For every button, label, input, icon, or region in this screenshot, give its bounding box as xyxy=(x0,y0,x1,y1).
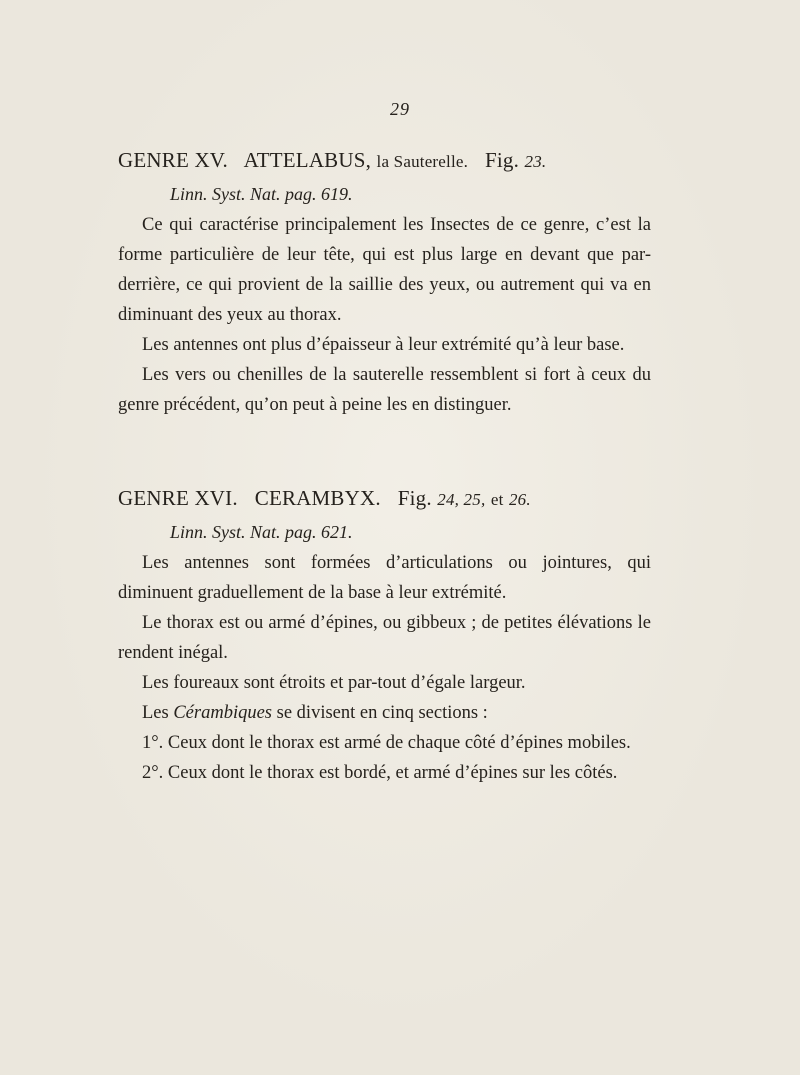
section-item: 1°. Ceux dont le thorax est armé de chaque côté d’épines mobiles. xyxy=(142,733,631,753)
figure-numbers: 24, 25, xyxy=(437,490,486,509)
genre-heading xyxy=(118,482,651,516)
figure-numbers: 23. xyxy=(524,152,547,171)
figure-conjunction: et xyxy=(490,490,504,509)
figure-number-last: 26. xyxy=(508,490,531,509)
linnaeus-reference xyxy=(118,178,651,210)
paragraph: Les foureaux sont étroits et par-tout d’égale largeur. xyxy=(142,673,526,693)
genre-name: CERAMBYX. xyxy=(254,486,381,510)
genre-section-xv xyxy=(118,144,651,420)
reference-text: Linn. Syst. Nat. pag. xyxy=(170,522,317,542)
common-name: la Sauterelle. xyxy=(376,152,469,171)
genre-section-xvi xyxy=(118,482,651,788)
paragraph: Les antennes ont plus d’épaisseur à leur extrémité qu’à leur base. xyxy=(142,335,625,355)
genre-label: GENRE XV. xyxy=(118,148,228,172)
cerambiques-term: Cérambiques xyxy=(173,703,273,723)
reference-page: 621. xyxy=(321,522,353,542)
paragraph: Ce qui caractérise principalement les Insectes de ce genre, c’est la forme particulière de leur tête, qui est plus large en devant que par-derrière, ce qui provient de la saillie des yeux, ou autrement qui va en diminuant des yeux au thorax. xyxy=(118,215,651,325)
intro-prefix: Les xyxy=(142,703,169,723)
genre-name: ATTELABUS, xyxy=(243,148,372,172)
sections-intro xyxy=(118,698,651,728)
linnaeus-reference xyxy=(118,516,651,548)
genre-heading xyxy=(118,144,651,178)
paragraph: Les antennes sont formées d’articulations ou jointures, qui diminuent graduellement de la base à leur extrémité. xyxy=(118,553,651,603)
paragraph: Les vers ou chenilles de la sauterelle ressemblent si fort à ceux du genre précédent, qu’on peut à peine les en distinguer. xyxy=(118,365,651,415)
section-item: 2°. Ceux dont le thorax est bordé, et armé d’épines sur les côtés. xyxy=(142,763,618,783)
intro-suffix: se divisent en cinq sections : xyxy=(276,703,488,723)
figure-label: Fig. xyxy=(485,148,520,172)
reference-text: Linn. Syst. Nat. pag. xyxy=(170,184,317,204)
genre-label: GENRE XVI. xyxy=(118,486,238,510)
paragraph: Le thorax est ou armé d’épines, ou gibbeux ; de petites élévations le rendent inégal. xyxy=(118,613,651,663)
figure-label: Fig. xyxy=(397,486,432,510)
page-number: 29 xyxy=(390,99,410,119)
reference-page: 619. xyxy=(321,184,353,204)
